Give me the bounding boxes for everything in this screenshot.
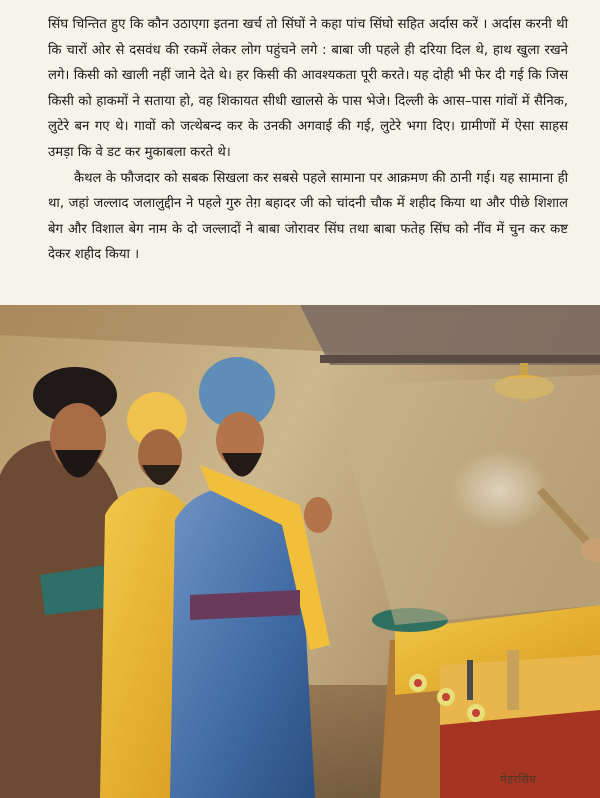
paragraph-1: सिंघ चिन्तित हुए कि कौन उठाएगा इतना खर्च तो सिंघों ने कहा पांच सिंघो सहित अर्दास करें । अर्दास करनी थी कि चारों ओर से दसवंध की रकमें लेकर लोग पहुंचने लगे : बाबा जी पहले ही दरिया दिल थे, हाथ खुला रखने लगे। किसी को खाली नहीं जाने देते थे। हर किसी की आवश्यकता पूरी करते। यह दोही भी फेर दी गई कि जिस किसी को हाकमों ने सताया हो, वह शिकायत सीधी खालसे के पास भेजे। दिल्ली के आस–पास गांवों में सैनिक, लुटेरे बन गए थे। गावों को जत्थेबन्द कर के उनकी अगवाई की गई, लुटेरे भगा दिए। ग्रामीणों में ऐसा साहस उमड़ा कि वे डट कर मुकाबला करते थे। — [48, 17, 568, 160]
body-text — [48, 12, 568, 268]
illustration-painting — [0, 305, 600, 798]
paragraph-2: कैथल के फौजदार को सबक सिखला कर सबसे पहले सामाना पर आक्रमण की ठानी गई। यह सामाना ही था, जहां जल्लाद जलालुद्दीन ने पहले गुरु तेग़ बहादर जी को चांदनी चौक में शहीद किया था और पीछे शिशाल बेग और विशाल बेग नाम के दो जल्लादों ने बाबा जोरावर सिंघ तथा बाबा फतेह सिंघ को नींव में चुन कर कष्ट देकर शहीद किया । — [48, 170, 568, 263]
artist-signature: मेहरसिंघ — [500, 773, 537, 786]
